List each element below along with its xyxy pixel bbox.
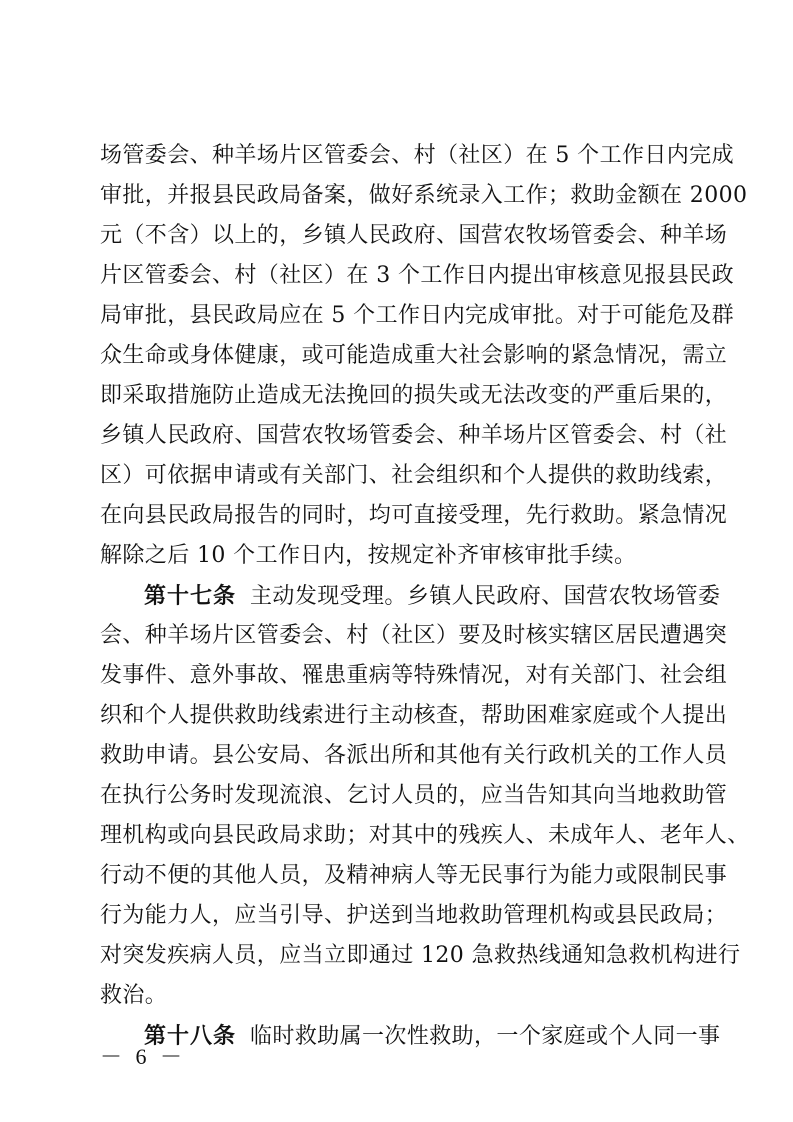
- article-18-title: 第十八条: [144, 1023, 237, 1049]
- text-line: 众生命或身体健康，或可能造成重大社会影响的紧急情况，需立: [100, 343, 728, 368]
- text-line: 局审批，县民政局应在 5 个工作日内完成审批。对于可能危及群: [100, 303, 734, 328]
- text-line: 解除之后 10 个工作日内，按规定补齐审核审批手续。: [100, 543, 637, 568]
- text-line: 理机构或向县民政局求助；对其中的残疾人、未成年人、老年人、: [100, 823, 750, 848]
- text-line: 区）可依据申请或有关部门、社会组织和个人提供的救助线索，: [100, 463, 728, 488]
- text-line: 乡镇人民政府、国营农牧场管委会、种羊场片区管委会、村（社: [100, 423, 728, 448]
- article-18-first-line: [100, 1016, 721, 1056]
- text-line: 审批，并报县民政局备案，做好系统录入工作；救助金额在 2000: [100, 183, 748, 208]
- text-line: 救治。: [100, 983, 168, 1008]
- text-line: 对突发疾病人员，应当立即通过 120 急救热线通知急救机构进行: [100, 943, 741, 968]
- article-17-intro: 主动发现受理。乡镇人民政府、国营农牧场管委: [250, 584, 721, 609]
- text-line: 行动不便的其他人员，及精神病人等无民事行为能力或限制民事: [100, 863, 728, 888]
- text-line: 场管委会、种羊场片区管委会、村（社区）在 5 个工作日内完成: [100, 143, 734, 168]
- text-line: 织和个人提供救助线索进行主动核查，帮助困难家庭或个人提出: [100, 703, 728, 728]
- text-line: 元（不含）以上的，乡镇人民政府、国营农牧场管委会、种羊场: [100, 223, 728, 248]
- text-line: 片区管委会、村（社区）在 3 个工作日内提出审核意见报县民政: [100, 263, 734, 288]
- article-17-title: 第十七条: [144, 583, 237, 609]
- article-18-intro: 临时救助属一次性救助，一个家庭或个人同一事: [250, 1024, 721, 1049]
- text-line: 救助申请。县公安局、各派出所和其他有关行政机关的工作人员: [100, 743, 728, 768]
- document-body: [100, 136, 750, 1056]
- text-line: 发事件、意外事故、罹患重病等特殊情况，对有关部门、社会组: [100, 663, 728, 688]
- text-line: 在向县民政局报告的同时，均可直接受理，先行救助。紧急情况: [100, 503, 728, 528]
- text-line: 会、种羊场片区管委会、村（社区）要及时核实辖区居民遭遇突: [100, 623, 728, 648]
- article-17-first-line: [100, 576, 721, 616]
- page-number: － 6 －: [100, 1044, 187, 1069]
- text-line: 行为能力人，应当引导、护送到当地救助管理机构或县民政局；: [100, 903, 728, 928]
- text-line: 即采取措施防止造成无法挽回的损失或无法改变的严重后果的，: [100, 383, 728, 408]
- text-line: 在执行公务时发现流浪、乞讨人员的，应当告知其向当地救助管: [100, 783, 728, 808]
